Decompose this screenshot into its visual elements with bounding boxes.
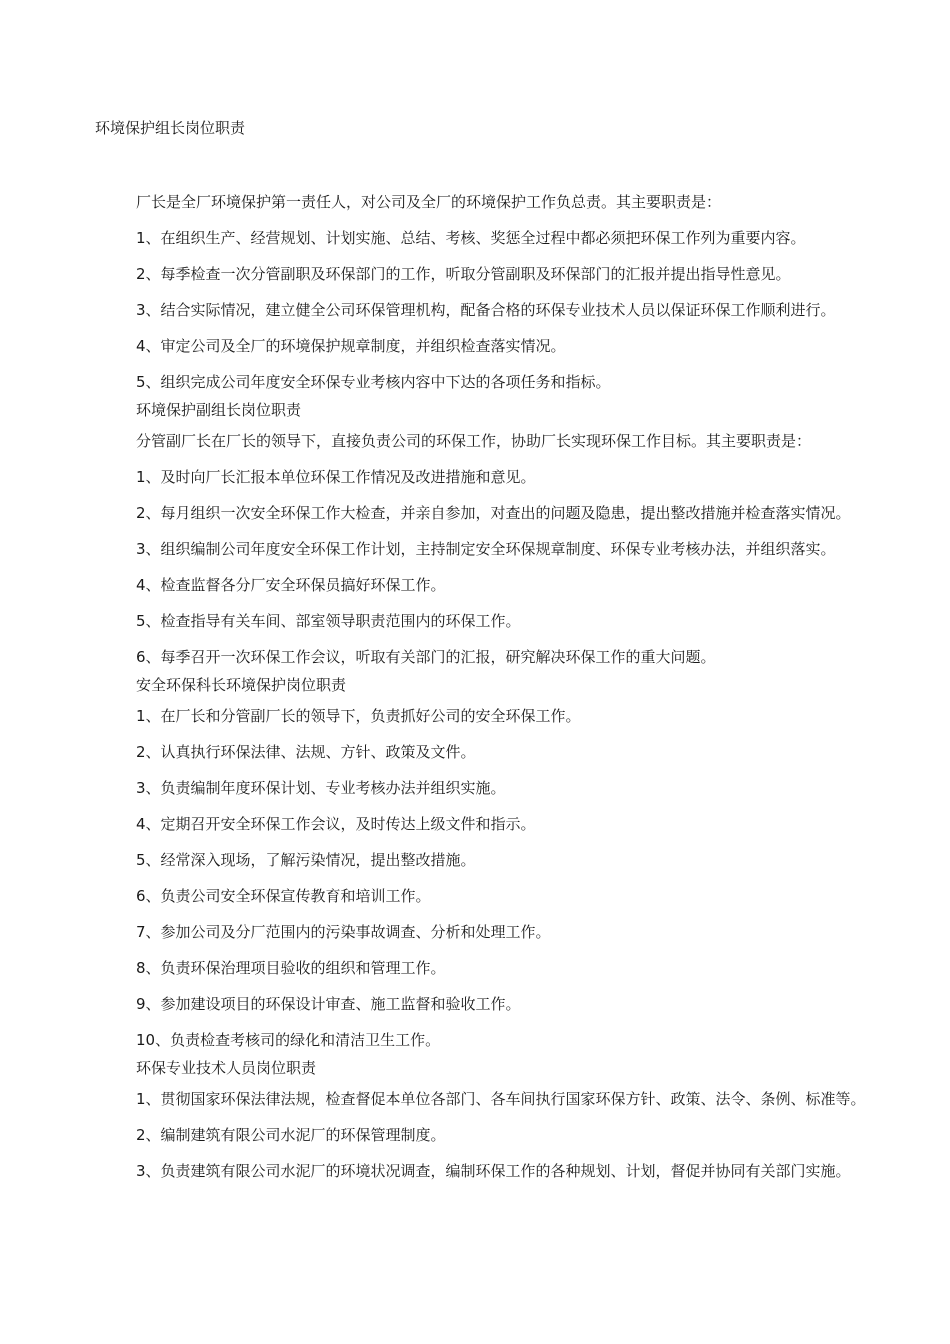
paragraph: 5、组织完成公司年度安全环保专业考核内容中下达的各项任务和指标。 (136, 373, 611, 391)
paragraph: 4、定期召开安全环保工作会议，及时传达上级文件和指示。 (136, 815, 536, 833)
document-title: 环境保护组长岗位职责 (95, 119, 246, 137)
section-heading: 环保专业技术人员岗位职责 (136, 1059, 317, 1077)
paragraph: 1、及时向厂长汇报本单位环保工作情况及改进措施和意见。 (136, 468, 536, 486)
paragraph: 1、在厂长和分管副厂长的领导下，负责抓好公司的安全环保工作。 (136, 707, 581, 725)
paragraph: 厂长是全厂环境保护第一责任人，对公司及全厂的环境保护工作负总责。其主要职责是： (136, 193, 722, 211)
paragraph: 4、检查监督各分厂安全环保员搞好环保工作。 (136, 576, 446, 594)
paragraph: 9、参加建设项目的环保设计审查、施工监督和验收工作。 (136, 995, 521, 1013)
paragraph: 2、每月组织一次安全环保工作大检查，并亲自参加，对查出的问题及隐患，提出整改措施并检查落实情况。 (136, 504, 851, 522)
paragraph: 5、经常深入现场，了解污染情况，提出整改措施。 (136, 851, 476, 869)
paragraph: 3、组织编制公司年度安全环保工作计划，主持制定安全环保规章制度、环保专业考核办法，并组织落实。 (136, 540, 836, 558)
paragraph: 2、编制建筑有限公司水泥厂的环保管理制度。 (136, 1126, 446, 1144)
paragraph: 3、负责编制年度环保计划、专业考核办法并组织实施。 (136, 779, 506, 797)
paragraph: 6、负责公司安全环保宣传教育和培训工作。 (136, 887, 431, 905)
paragraph: 分管副厂长在厂长的领导下，直接负责公司的环保工作，协助厂长实现环保工作目标。其主要职责是： (136, 432, 812, 450)
paragraph: 2、每季检查一次分管副职及环保部门的工作，听取分管副职及环保部门的汇报并提出指导性意见。 (136, 265, 791, 283)
paragraph: 7、参加公司及分厂范围内的污染事故调查、分析和处理工作。 (136, 923, 551, 941)
paragraph: 5、检查指导有关车间、部室领导职责范围内的环保工作。 (136, 612, 521, 630)
section-heading: 环境保护副组长岗位职责 (136, 401, 302, 419)
paragraph: 2、认真执行环保法律、法规、方针、政策及文件。 (136, 743, 476, 761)
section-heading: 安全环保科长环境保护岗位职责 (136, 676, 347, 694)
paragraph: 6、每季召开一次环保工作会议，听取有关部门的汇报，研究解决环保工作的重大问题。 (136, 648, 716, 666)
paragraph: 8、负责环保治理项目验收的组织和管理工作。 (136, 959, 446, 977)
paragraph: 3、结合实际情况，建立健全公司环保管理机构，配备合格的环保专业技术人员以保证环保工作顺利进行。 (136, 301, 836, 319)
document-body (82, 190, 872, 1195)
paragraph: 4、审定公司及全厂的环境保护规章制度，并组织检查落实情况。 (136, 337, 566, 355)
paragraph: 3、负责建筑有限公司水泥厂的环境状况调查，编制环保工作的各种规划、计划，督促并协同有关部门实施。 (136, 1162, 851, 1180)
paragraph: 1、在组织生产、经营规划、计划实施、总结、考核、奖惩全过程中都必须把环保工作列为重要内容。 (136, 229, 806, 247)
paragraph: 10、负责检查考核司的绿化和清洁卫生工作。 (136, 1031, 441, 1049)
paragraph: 1、贯彻国家环保法律法规，检查督促本单位各部门、各车间执行国家环保方针、政策、法令、条例、标准等。 (136, 1090, 866, 1108)
